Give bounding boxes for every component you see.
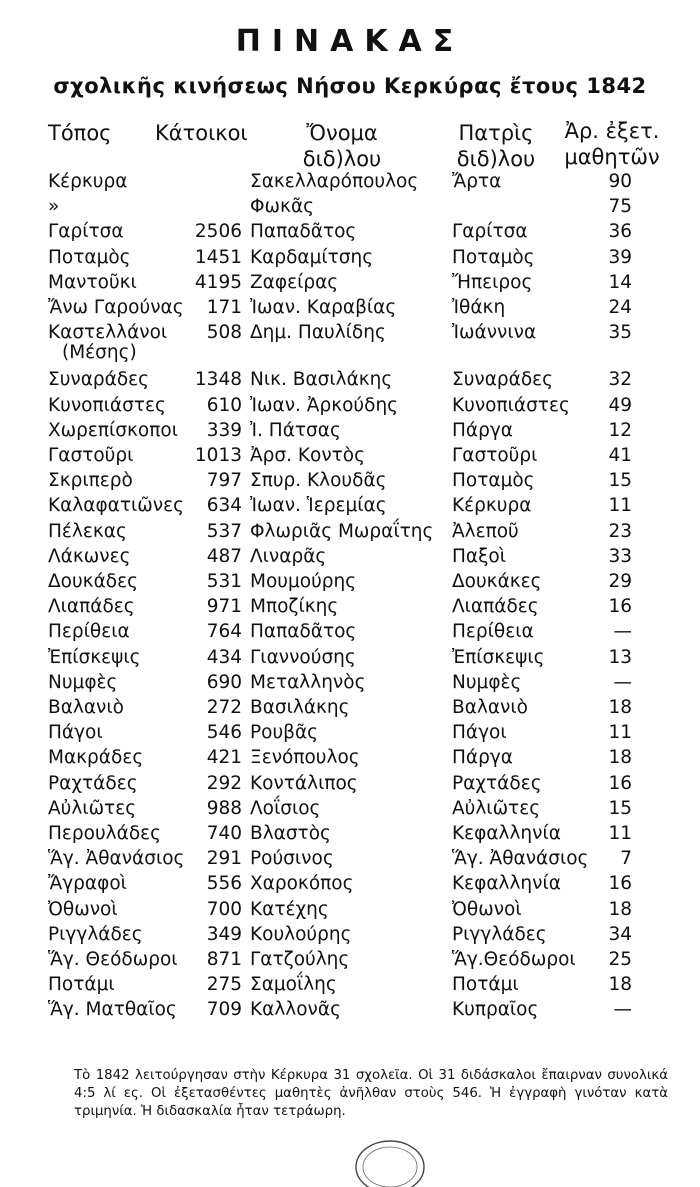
cell-teacher-hometown: Ἐπίσκεψις xyxy=(452,646,545,668)
column-header-students-examined xyxy=(552,118,672,170)
cell-students-examined: 32 xyxy=(608,369,632,391)
cell-place: Ἅγ. Ἀθανάσιος xyxy=(48,848,185,870)
cell-students-examined: 16 xyxy=(608,772,632,794)
cell-teacher-name: Σακελλαρόπουλος xyxy=(250,171,419,192)
cell-teacher-name: Ρούσινος xyxy=(250,848,334,870)
cell-students-examined: 34 xyxy=(608,923,632,945)
cell-students-examined: — xyxy=(613,671,632,693)
cell-teacher-hometown: Ποταμὸς xyxy=(452,246,535,268)
cell-place: Γαρίτσα xyxy=(48,221,124,243)
cell-teacher-hometown: Γαστοῦρι xyxy=(452,445,538,466)
cell-place: Περουλάδες xyxy=(48,823,161,844)
cell-place: Ποτάμι xyxy=(48,974,115,996)
cell-students-examined: 12 xyxy=(608,419,632,441)
cell-teacher-name: Ξενόπουλος xyxy=(250,747,360,769)
cell-teacher-name: Παπαδᾶτος xyxy=(250,621,357,643)
cell-inhabitants: 1451 xyxy=(194,246,242,268)
cell-inhabitants: 797 xyxy=(206,470,242,492)
cell-teacher-name: Ἰ. Πάτσας xyxy=(250,419,341,441)
cell-students-examined: 41 xyxy=(608,445,632,466)
cell-place: Αὐλιῶτες xyxy=(48,797,137,819)
cell-place: Κέρκυρα xyxy=(48,171,128,192)
cell-students-examined: 75 xyxy=(608,196,632,218)
cell-place: Γαστοῦρι xyxy=(48,445,134,466)
cell-students-examined: 39 xyxy=(608,246,632,268)
cell-teacher-hometown: Πάργα xyxy=(452,747,513,769)
cell-inhabitants: 421 xyxy=(206,747,242,769)
cell-place: Πάγοι xyxy=(48,722,103,744)
cell-teacher-hometown: Ποτάμι xyxy=(452,974,519,996)
cell-place: Δουκάδες xyxy=(48,571,138,592)
cell-students-examined: 23 xyxy=(608,520,632,542)
cell-teacher-hometown: Ὀθωνοὶ xyxy=(452,898,522,920)
cell-place: Λάκωνες xyxy=(48,545,131,567)
cell-students-examined: 13 xyxy=(608,646,632,668)
cell-place: Μακράδες xyxy=(48,747,144,769)
cell-teacher-name: Φλωριᾶς Μωραΐτης xyxy=(250,520,434,542)
cell-teacher-hometown: Περίθεια xyxy=(452,621,534,643)
stamp-icon xyxy=(350,1127,430,1187)
cell-place: Ἅγ. Ματθαῖος xyxy=(48,999,177,1021)
cell-teacher-hometown: Ἰωάννινα xyxy=(452,322,537,344)
cell-place-qualifier: (Μέσης) xyxy=(62,342,137,364)
cell-inhabitants: 2506 xyxy=(194,221,242,243)
cell-teacher-name: Ἰωαν. Ἀρκούδης xyxy=(250,394,399,416)
footnote: Τὸ 1842 λειτούργησαν στὴν Κέρκυρα 31 σχολεῖα. Οἱ 31 διδάσκαλοι ἔπαιρναν συνολικά 4:5 λί ες. Οἱ ἐξετασθέντες μαθητὲς ἀνῆλθαν στοὺς 546. Ἡ ἐγγραφὴ γινόταν κατὰ τριμηνία. Ἡ διδασκαλία ἦταν τετράωρη. xyxy=(74,1068,668,1119)
cell-place: Νυμφὲς xyxy=(48,671,118,693)
cell-teacher-hometown: Κυπραῖος xyxy=(452,999,539,1021)
cell-inhabitants: 487 xyxy=(206,545,242,567)
cell-teacher-hometown: Ἅγ.Θεόδωροι xyxy=(452,949,576,970)
cell-teacher-hometown: Παξοὶ xyxy=(452,545,507,567)
page-title: ΠΙΝΑΚΑΣ xyxy=(235,24,465,59)
cell-place: Ἅγ. Θεόδωροι xyxy=(48,949,178,970)
column-header-teacher-name xyxy=(282,120,402,172)
cell-place: Ἄγραφοὶ xyxy=(48,873,127,895)
cell-students-examined: 16 xyxy=(608,596,632,618)
cell-teacher-name: Ἀρσ. Κοντὸς xyxy=(250,445,365,466)
cell-teacher-hometown: Λιαπάδες xyxy=(452,596,539,618)
cell-inhabitants: 349 xyxy=(206,923,242,945)
cell-inhabitants: 556 xyxy=(206,873,242,895)
cell-inhabitants: 988 xyxy=(206,797,242,819)
cell-inhabitants: 1348 xyxy=(194,369,242,391)
cell-teacher-hometown: Ἤπειρος xyxy=(452,271,533,293)
cell-students-examined: 29 xyxy=(608,571,632,592)
cell-place: Μαντοῦκι xyxy=(48,271,137,293)
cell-students-examined: 36 xyxy=(608,221,632,243)
column-header-students-examined-line2: μαθητῶν xyxy=(564,145,660,169)
cell-inhabitants: 434 xyxy=(206,646,242,668)
cell-students-examined: 16 xyxy=(608,873,632,895)
cell-students-examined: 11 xyxy=(608,495,632,517)
cell-teacher-name: Κοντάλιπος xyxy=(250,772,358,794)
cell-students-examined: — xyxy=(613,999,632,1021)
cell-place: Καστελλάνοι xyxy=(48,322,168,344)
cell-place: Ὀθωνοὶ xyxy=(48,898,118,920)
cell-teacher-hometown: Αὐλιῶτες xyxy=(452,797,541,819)
cell-students-examined: 25 xyxy=(608,949,632,970)
cell-teacher-name: Φωκᾶς xyxy=(250,196,315,218)
cell-students-examined: 15 xyxy=(608,797,632,819)
column-header-inhabitants: Κάτοικοι xyxy=(155,121,248,145)
cell-teacher-hometown: Πάγοι xyxy=(452,722,507,744)
column-header-teacher-hometown-line1: Πατρὶς xyxy=(458,121,534,145)
cell-students-examined: 15 xyxy=(608,470,632,492)
cell-place: Κυνοπιάστες xyxy=(48,394,166,416)
cell-teacher-hometown: Κυνοπιάστες xyxy=(452,394,570,416)
cell-teacher-hometown: Ἰθάκη xyxy=(452,297,506,318)
cell-teacher-name: Σαμοΐλης xyxy=(250,974,337,996)
cell-students-examined: 49 xyxy=(608,394,632,416)
cell-teacher-hometown: Βαλανιὸ xyxy=(452,697,528,718)
cell-teacher-name: Χαροκόπος xyxy=(250,873,354,895)
cell-place: Χωρεπίσκοποι xyxy=(48,419,178,441)
cell-students-examined: — xyxy=(613,621,632,643)
cell-inhabitants: 764 xyxy=(206,621,242,643)
column-header-teacher-name-line2: διδ)λου xyxy=(302,147,382,171)
cell-inhabitants: 272 xyxy=(206,697,242,718)
cell-inhabitants: 971 xyxy=(206,596,242,618)
cell-teacher-name: Καρδαμίτσης xyxy=(250,246,374,268)
cell-inhabitants: 292 xyxy=(206,772,242,794)
cell-teacher-name: Ἰωαν. Ἱερεμίας xyxy=(250,495,387,517)
cell-inhabitants: 700 xyxy=(206,898,242,920)
cell-students-examined: 35 xyxy=(608,322,632,344)
cell-students-examined: 18 xyxy=(608,898,632,920)
cell-teacher-hometown: Γαρίτσα xyxy=(452,221,528,243)
cell-teacher-name: Βλαστὸς xyxy=(250,823,331,844)
cell-inhabitants: 508 xyxy=(206,322,242,344)
cell-inhabitants: 339 xyxy=(206,419,242,441)
cell-teacher-name: Γιαννούσης xyxy=(250,646,356,668)
school-table-body xyxy=(0,170,700,1060)
cell-inhabitants: 291 xyxy=(206,848,242,870)
cell-inhabitants: 871 xyxy=(206,949,242,970)
cell-teacher-hometown: Πάργα xyxy=(452,419,513,441)
cell-inhabitants: 740 xyxy=(206,823,242,844)
cell-inhabitants: 546 xyxy=(206,722,242,744)
cell-inhabitants: 531 xyxy=(206,571,242,592)
cell-teacher-name: Βασιλάκης xyxy=(250,697,350,718)
cell-inhabitants: 690 xyxy=(206,671,242,693)
cell-teacher-name: Μεταλληνὸς xyxy=(250,671,366,693)
cell-inhabitants: 634 xyxy=(206,495,242,517)
cell-teacher-hometown: Συναράδες xyxy=(452,369,554,391)
cell-teacher-name: Καλλονᾶς xyxy=(250,999,341,1021)
cell-teacher-hometown: Κεφαλληνία xyxy=(452,873,561,895)
cell-place: Ραχτάδες xyxy=(48,772,138,794)
cell-teacher-name: Ἰωαν. Καραβίας xyxy=(250,297,397,318)
cell-students-examined: 14 xyxy=(608,271,632,293)
cell-inhabitants: 709 xyxy=(206,999,242,1021)
column-header-place: Τόπος xyxy=(48,121,112,145)
cell-inhabitants: 171 xyxy=(206,297,242,318)
cell-inhabitants: 610 xyxy=(206,394,242,416)
column-header-students-examined-line1: Ἀρ. ἐξετ. xyxy=(564,119,660,143)
cell-teacher-name: Ζαφείρας xyxy=(250,271,339,293)
cell-inhabitants: 4195 xyxy=(194,271,242,293)
cell-students-examined: 18 xyxy=(608,697,632,718)
cell-students-examined: 90 xyxy=(608,171,632,192)
cell-teacher-name: Ρουβᾶς xyxy=(250,722,319,744)
cell-teacher-hometown: Ἄρτα xyxy=(452,171,502,192)
cell-students-examined: 24 xyxy=(608,297,632,318)
cell-place: Ριγγλάδες xyxy=(48,923,143,945)
cell-students-examined: 11 xyxy=(608,722,632,744)
cell-teacher-hometown: Ραχτάδες xyxy=(452,772,542,794)
cell-inhabitants: 537 xyxy=(206,520,242,542)
cell-students-examined: 33 xyxy=(608,545,632,567)
cell-inhabitants: 1013 xyxy=(194,445,242,466)
cell-place: Ἄνω Γαρούνας xyxy=(48,297,184,318)
cell-place: Λιαπάδες xyxy=(48,596,135,618)
cell-place: Ποταμὸς xyxy=(48,246,131,268)
cell-teacher-name: Νικ. Βασιλάκης xyxy=(250,369,393,391)
cell-teacher-hometown: Κέρκυρα xyxy=(452,495,532,517)
cell-teacher-hometown: Κεφαλληνία xyxy=(452,823,561,844)
cell-teacher-name: Μποζίκης xyxy=(250,596,339,618)
column-header-teacher-hometown xyxy=(448,120,544,172)
cell-teacher-hometown: Ποταμὸς xyxy=(452,470,535,492)
cell-students-examined: 11 xyxy=(608,823,632,844)
column-header-teacher-hometown-line2: διδ)λου xyxy=(456,147,536,171)
cell-teacher-hometown: Ἅγ. Ἀθανάσιος xyxy=(452,848,589,870)
cell-place: Καλαφατιῶνες xyxy=(48,495,184,517)
cell-place: » xyxy=(48,196,60,218)
cell-teacher-hometown: Δουκάκες xyxy=(452,571,542,592)
cell-place: Βαλανιὸ xyxy=(48,697,124,718)
cell-teacher-name: Κατέχης xyxy=(250,898,329,920)
cell-teacher-name: Σπυρ. Κλουδᾶς xyxy=(250,470,387,492)
cell-teacher-hometown: Ἀλεποῦ xyxy=(452,520,519,542)
column-header-teacher-name-line1: Ὄνομα xyxy=(306,121,378,145)
cell-students-examined: 18 xyxy=(608,974,632,996)
cell-teacher-hometown: Νυμφὲς xyxy=(452,671,522,693)
cell-students-examined: 7 xyxy=(620,848,632,870)
cell-teacher-name: Κουλούρης xyxy=(250,923,352,945)
cell-place: Ἐπίσκεψις xyxy=(48,646,141,668)
cell-place: Πέλεκας xyxy=(48,520,127,542)
cell-teacher-name: Παπαδᾶτος xyxy=(250,221,357,243)
cell-inhabitants: 275 xyxy=(206,974,242,996)
cell-place: Σκριπερὸ xyxy=(48,470,133,492)
cell-teacher-name: Δημ. Παυλίδης xyxy=(250,322,386,344)
cell-place: Περίθεια xyxy=(48,621,130,643)
cell-students-examined: 18 xyxy=(608,747,632,769)
cell-teacher-name: Γατζούλης xyxy=(250,949,350,970)
cell-teacher-hometown: Ριγγλάδες xyxy=(452,923,547,945)
cell-teacher-name: Λοΐσιος xyxy=(250,797,321,819)
cell-place: Συναράδες xyxy=(48,369,150,391)
cell-teacher-name: Λιναρᾶς xyxy=(250,545,327,567)
cell-teacher-name: Μουμούρης xyxy=(250,571,357,592)
page-subtitle: σχολικῆς κινήσεως Νήσου Κερκύρας ἔτους 1842 xyxy=(53,74,647,98)
